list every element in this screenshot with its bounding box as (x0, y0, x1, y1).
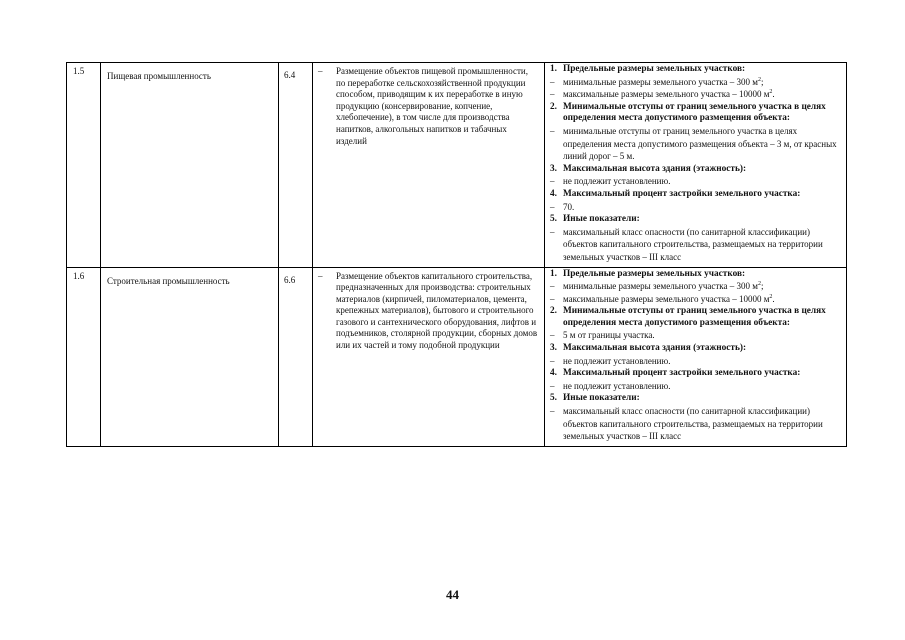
parameter-text (563, 380, 840, 393)
dash-marker: – (550, 176, 555, 187)
section-title: Иные показатели: (563, 214, 640, 225)
parameter-item (550, 125, 840, 163)
dash-marker: – (550, 226, 555, 237)
section-number: 1. (550, 268, 557, 279)
parameter-heading (550, 64, 840, 76)
section-title: Предельные размеры земельных участков: (563, 64, 746, 74)
parameter-section (550, 343, 840, 367)
row-number: 1.5 (67, 63, 101, 268)
row-code: 6.6 (279, 267, 313, 446)
parameter-item (550, 88, 840, 101)
parameter-section (550, 269, 840, 306)
row-description-cell (313, 63, 545, 268)
parameter-section (550, 189, 840, 213)
parameter-value: не подлежит установлению. (563, 176, 671, 187)
unit-superscript: 2 (769, 293, 773, 300)
dash-marker: – (550, 380, 555, 391)
page-number: 44 (446, 587, 459, 602)
parameter-item (550, 201, 840, 214)
section-title: Предельные размеры земельных участков: (563, 268, 746, 279)
parameter-item (550, 329, 840, 342)
parameter-value: 70. (563, 201, 575, 212)
table-body (67, 63, 847, 447)
dash-marker: – (318, 66, 323, 76)
section-number: 4. (550, 188, 557, 199)
parameter-value: не подлежит установлению. (563, 355, 671, 366)
dash-marker: – (318, 270, 323, 281)
section-title: Максимальный процент застройки земельного участка: (563, 188, 801, 199)
row-description-cell (313, 267, 545, 446)
parameter-item (550, 280, 840, 293)
parameter-item (550, 380, 840, 393)
dash-marker: – (550, 201, 555, 212)
row-name: Пищевая промышленность (101, 63, 279, 268)
parameter-value: максимальный класс опасности (по санитарной классификации) объектов капитального строительства, размещаемых на территории земельных участков – III класс (563, 226, 823, 262)
parameter-value: минимальные отступы от границ земельного участка в целях определения места допустимого размещения объекта – 3 м, от красных линий дорог – 5 м. (563, 125, 837, 162)
row-number: 1.6 (67, 267, 101, 446)
row-name: Строительная промышленность (101, 267, 279, 446)
parameter-heading (550, 189, 840, 201)
section-title: Максимальный процент застройки земельного участка: (563, 368, 801, 379)
table-row (67, 267, 847, 446)
parameter-text (563, 226, 840, 264)
parameter-section (550, 393, 840, 442)
section-title: Минимальные отступы от границ земельного участка в целях определения места допустимого размещения объекта: (563, 101, 826, 124)
parameter-section (550, 64, 840, 101)
description-text: Размещение объектов капитального строительства, предназначенных для производства: строительных материалов (кирпичей, пиломатериалов, цемента, крепежных материалов), бытового и строительного газового и сантехнического оборудования, лифтов и подъемников, столярной продукции, сборных домов или их частей и тому подобной продукции (336, 270, 538, 351)
parameter-heading (550, 269, 840, 281)
section-title: Минимальные отступы от границ земельного участка в целях определения места допустимого размещения объекта: (563, 306, 826, 328)
section-title: Иные показатели: (563, 393, 640, 404)
parameter-text (563, 201, 840, 214)
row-parameters-cell (545, 267, 847, 446)
parameter-value: 5 м от границы участка. (563, 330, 655, 341)
description-item (318, 66, 538, 147)
section-title: Максимальная высота здания (этажность): (563, 343, 747, 354)
parameter-heading (550, 164, 840, 176)
parameter-text (563, 88, 840, 101)
parameter-heading (550, 102, 840, 125)
parameter-text (563, 76, 840, 89)
parameter-heading (550, 343, 840, 355)
unit-superscript: 2 (769, 89, 773, 96)
punctuation: . (772, 293, 775, 304)
parameter-value: не подлежит установлению. (563, 380, 671, 391)
parameter-item (550, 293, 840, 306)
table-row (67, 63, 847, 268)
parameter-text (563, 175, 840, 188)
dash-marker: – (550, 89, 555, 100)
parameter-item (550, 175, 840, 188)
parameter-value: максимальный класс опасности (по санитарной классификации) объектов капитального строительства, размещаемых на территории земельных участков – III класс (563, 406, 823, 442)
dash-marker: – (550, 330, 555, 341)
parameter-heading (550, 214, 840, 226)
section-number: 5. (550, 214, 557, 225)
parameter-text (563, 329, 840, 342)
dash-marker: – (550, 281, 555, 292)
parameter-value: минимальные размеры земельного участка – 300 м (563, 281, 758, 292)
section-title: Максимальная высота здания (этажность): (563, 163, 747, 174)
dash-marker: – (550, 355, 555, 366)
parameter-text (563, 405, 840, 443)
punctuation: ; (760, 281, 764, 292)
parameter-heading (550, 306, 840, 329)
parameter-section (550, 306, 840, 342)
parameter-item (550, 76, 840, 89)
section-number: 3. (550, 343, 557, 354)
punctuation: . (772, 89, 775, 100)
parameter-text (563, 280, 840, 293)
punctuation: ; (760, 76, 764, 87)
dash-marker: – (550, 76, 555, 87)
section-number: 2. (550, 101, 557, 112)
dash-marker: – (550, 125, 555, 136)
zoning-table (66, 62, 847, 447)
parameter-item (550, 226, 840, 264)
parameter-item (550, 355, 840, 368)
unit-superscript: 2 (757, 281, 761, 288)
section-number: 1. (550, 64, 557, 74)
parameter-section (550, 102, 840, 163)
description-text: Размещение объектов пищевой промышленности, по переработке сельскохозяйственной продукции способом, приводящим к их переработке в иную продукцию (консервирование, копчение, хлебопечение), в том числе для производства напитков, алкогольных напитков и табачных изделий (336, 66, 528, 146)
row-parameters-cell (545, 63, 847, 268)
unit-superscript: 2 (757, 76, 761, 83)
parameter-text (563, 125, 840, 163)
section-number: 2. (550, 306, 557, 317)
parameter-text (563, 293, 840, 306)
row-code: 6.4 (279, 63, 313, 268)
parameter-section (550, 368, 840, 392)
parameter-heading (550, 368, 840, 380)
parameter-item (550, 405, 840, 443)
section-number: 4. (550, 368, 557, 379)
parameter-value: максимальные размеры земельного участка – 10000 м (563, 89, 770, 100)
description-item (318, 271, 538, 352)
parameter-section (550, 214, 840, 263)
dash-marker: – (550, 406, 555, 417)
section-number: 3. (550, 163, 557, 174)
parameter-value: минимальные размеры земельного участка – 300 м (563, 76, 758, 87)
dash-marker: – (550, 293, 555, 304)
parameter-value: максимальные размеры земельного участка – 10000 м (563, 293, 770, 304)
parameter-heading (550, 393, 840, 405)
parameter-section (550, 164, 840, 188)
section-number: 5. (550, 393, 557, 404)
parameter-text (563, 355, 840, 368)
